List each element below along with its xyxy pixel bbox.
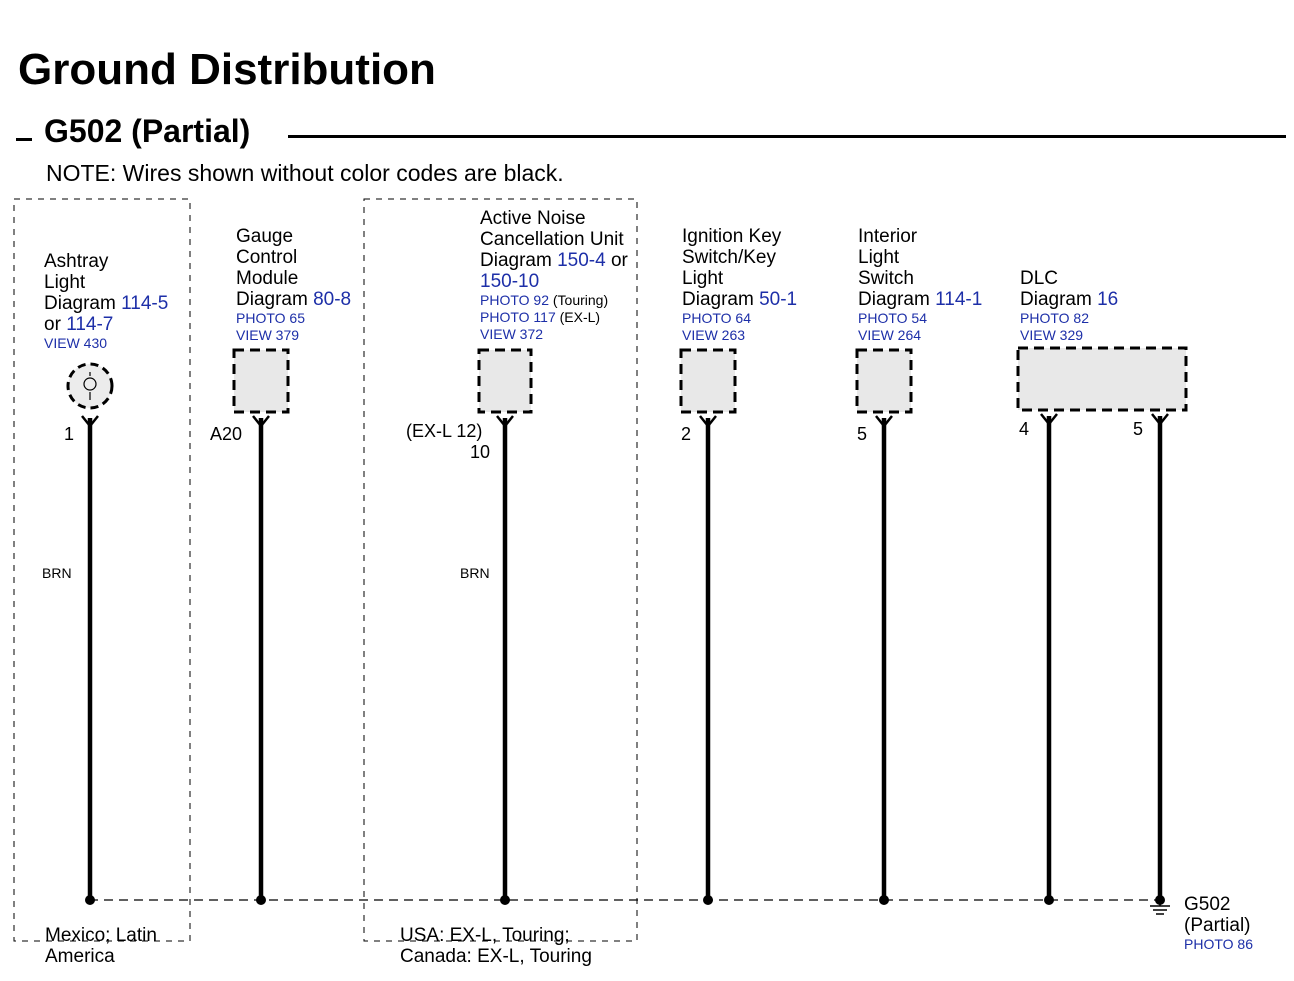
footnote-left-line1: Mexico; Latin	[45, 925, 157, 946]
interior-pin: 5	[857, 424, 868, 444]
anc-photo-link-exl[interactable]: PHOTO 117	[480, 309, 556, 325]
anc-diagram-link-2[interactable]: 150-10	[480, 271, 540, 292]
interior-name-line1: Interior	[858, 226, 918, 247]
ignition-view-link[interactable]: VIEW 263	[682, 327, 746, 343]
diagram-prefix: Diagram	[236, 289, 308, 310]
anc-pin-alt: (EX-L 12)	[406, 421, 483, 441]
or-text: or	[44, 314, 61, 335]
ashtray-name-line1: Ashtray	[44, 251, 109, 272]
ashtray-diagram-line	[44, 293, 168, 314]
footnote-usa-canada	[400, 925, 592, 967]
wire-ashtray[interactable]	[82, 416, 98, 900]
interior-photo-link[interactable]: PHOTO 54	[858, 310, 927, 326]
splice-dot	[703, 895, 713, 905]
ashtray-label	[44, 251, 168, 352]
ignition-diagram-link[interactable]: 50-1	[759, 289, 798, 310]
color-code-note: NOTE: Wires shown without color codes are black.	[46, 160, 564, 186]
dlc-diagram-line	[1020, 289, 1118, 310]
gauge-diagram-link[interactable]: 80-8	[313, 289, 352, 310]
footnote-mid-line1: USA: EX-L, Touring;	[400, 925, 570, 946]
ignition-pin: 2	[681, 424, 692, 444]
section-subtitle: G502 (Partial)	[44, 113, 251, 149]
gauge-pin: A20	[210, 424, 243, 444]
dlc-view-link[interactable]: VIEW 329	[1020, 327, 1084, 343]
wire-gauge[interactable]	[253, 416, 269, 900]
ashtray-name-line2: Light	[44, 272, 86, 293]
dlc-label	[1020, 268, 1118, 344]
interior-diagram-link[interactable]: 114-1	[935, 289, 983, 310]
diagram-prefix: Diagram	[1020, 289, 1092, 310]
dlc-photo-link[interactable]: PHOTO 82	[1020, 310, 1089, 326]
anc-unit-box[interactable]	[479, 350, 531, 412]
ignition-name-line3: Light	[682, 268, 724, 289]
footnote-mid-line2: Canada: EX-L, Touring	[400, 946, 592, 967]
ashtray-wire-color: BRN	[42, 565, 72, 581]
ashtray-light-bulb-icon[interactable]	[68, 364, 112, 408]
gauge-name-line1: Gauge	[236, 226, 294, 247]
interior-view-link[interactable]: VIEW 264	[858, 327, 922, 343]
or-text: or	[610, 250, 628, 271]
dlc-box[interactable]	[1018, 348, 1186, 410]
anc-photo-note-exl: (EX-L)	[559, 309, 601, 325]
ashtray-diagram-link-1[interactable]: 114-5	[121, 293, 169, 314]
dlc-pin-5: 5	[1133, 419, 1144, 439]
anc-label	[480, 208, 628, 343]
wire-ignition[interactable]	[700, 416, 716, 900]
anc-photo-line-1	[480, 292, 628, 309]
footnote-left-line2: America	[45, 946, 115, 967]
page-title: Ground Distribution	[18, 45, 436, 94]
anc-name-line2: Cancellation Unit	[480, 229, 624, 250]
footnote-mexico-latam	[45, 925, 157, 967]
anc-photo-line-2	[480, 309, 628, 326]
dlc-pin-4: 4	[1019, 419, 1030, 439]
ground-qualifier: (Partial)	[1184, 915, 1251, 936]
splice-dot	[85, 895, 95, 905]
anc-photo-note-touring: (Touring)	[552, 292, 609, 308]
anc-view-link[interactable]: VIEW 372	[480, 326, 544, 342]
ignition-diagram-line	[682, 289, 797, 310]
splice-dot	[879, 895, 889, 905]
ignition-label	[682, 226, 797, 344]
ignition-switch-box[interactable]	[681, 350, 735, 412]
wire-dlc-5[interactable]	[1152, 414, 1168, 900]
splice-dot	[1044, 895, 1054, 905]
gauge-name-line2: Control	[236, 247, 298, 268]
diagram-prefix: Diagram	[682, 289, 754, 310]
splice-dot	[256, 895, 266, 905]
interior-diagram-line	[858, 289, 982, 310]
ground-name: G502	[1184, 894, 1231, 915]
anc-wire-color: BRN	[460, 565, 490, 581]
diagram-prefix: Diagram	[44, 293, 116, 314]
dlc-diagram-link[interactable]: 16	[1097, 289, 1119, 310]
anc-pin: 10	[470, 442, 491, 462]
diagram-prefix: Diagram	[480, 250, 552, 271]
gauge-name-line3: Module	[236, 268, 299, 289]
gauge-photo-link[interactable]: PHOTO 65	[236, 310, 305, 326]
diagram-prefix: Diagram	[858, 289, 930, 310]
ground-label	[1184, 894, 1253, 953]
ashtray-diagram-link-2[interactable]: 114-7	[66, 314, 114, 335]
ashtray-pin: 1	[64, 424, 75, 444]
splice-dot	[500, 895, 510, 905]
dlc-name-line1: DLC	[1020, 268, 1059, 289]
anc-photo-link-touring[interactable]: PHOTO 92	[480, 292, 549, 308]
ground-photo-link[interactable]: PHOTO 86	[1184, 936, 1253, 952]
ashtray-view-link[interactable]: VIEW 430	[44, 335, 108, 351]
gauge-control-module-box[interactable]	[234, 350, 288, 412]
interior-name-line3: Switch	[858, 268, 914, 289]
gauge-diagram-line	[236, 289, 351, 310]
ignition-photo-link[interactable]: PHOTO 64	[682, 310, 751, 326]
anc-diagram-line	[480, 250, 628, 271]
wire-anc[interactable]	[497, 416, 513, 900]
ground-symbol-icon[interactable]	[1150, 900, 1170, 914]
gauge-label	[236, 226, 351, 344]
anc-diagram-link-1[interactable]: 150-4	[557, 250, 606, 271]
ignition-name-line2: Switch/Key	[682, 247, 776, 268]
wire-dlc-4[interactable]	[1041, 414, 1057, 900]
interior-light-switch-box[interactable]	[857, 350, 911, 412]
ashtray-diagram-alt-line	[44, 314, 168, 335]
interior-label	[858, 226, 982, 344]
interior-name-line2: Light	[858, 247, 900, 268]
ignition-name-line1: Ignition Key	[682, 226, 782, 247]
wire-interior[interactable]	[876, 416, 892, 900]
anc-name-line1: Active Noise	[480, 208, 586, 229]
gauge-view-link[interactable]: VIEW 379	[236, 327, 300, 343]
